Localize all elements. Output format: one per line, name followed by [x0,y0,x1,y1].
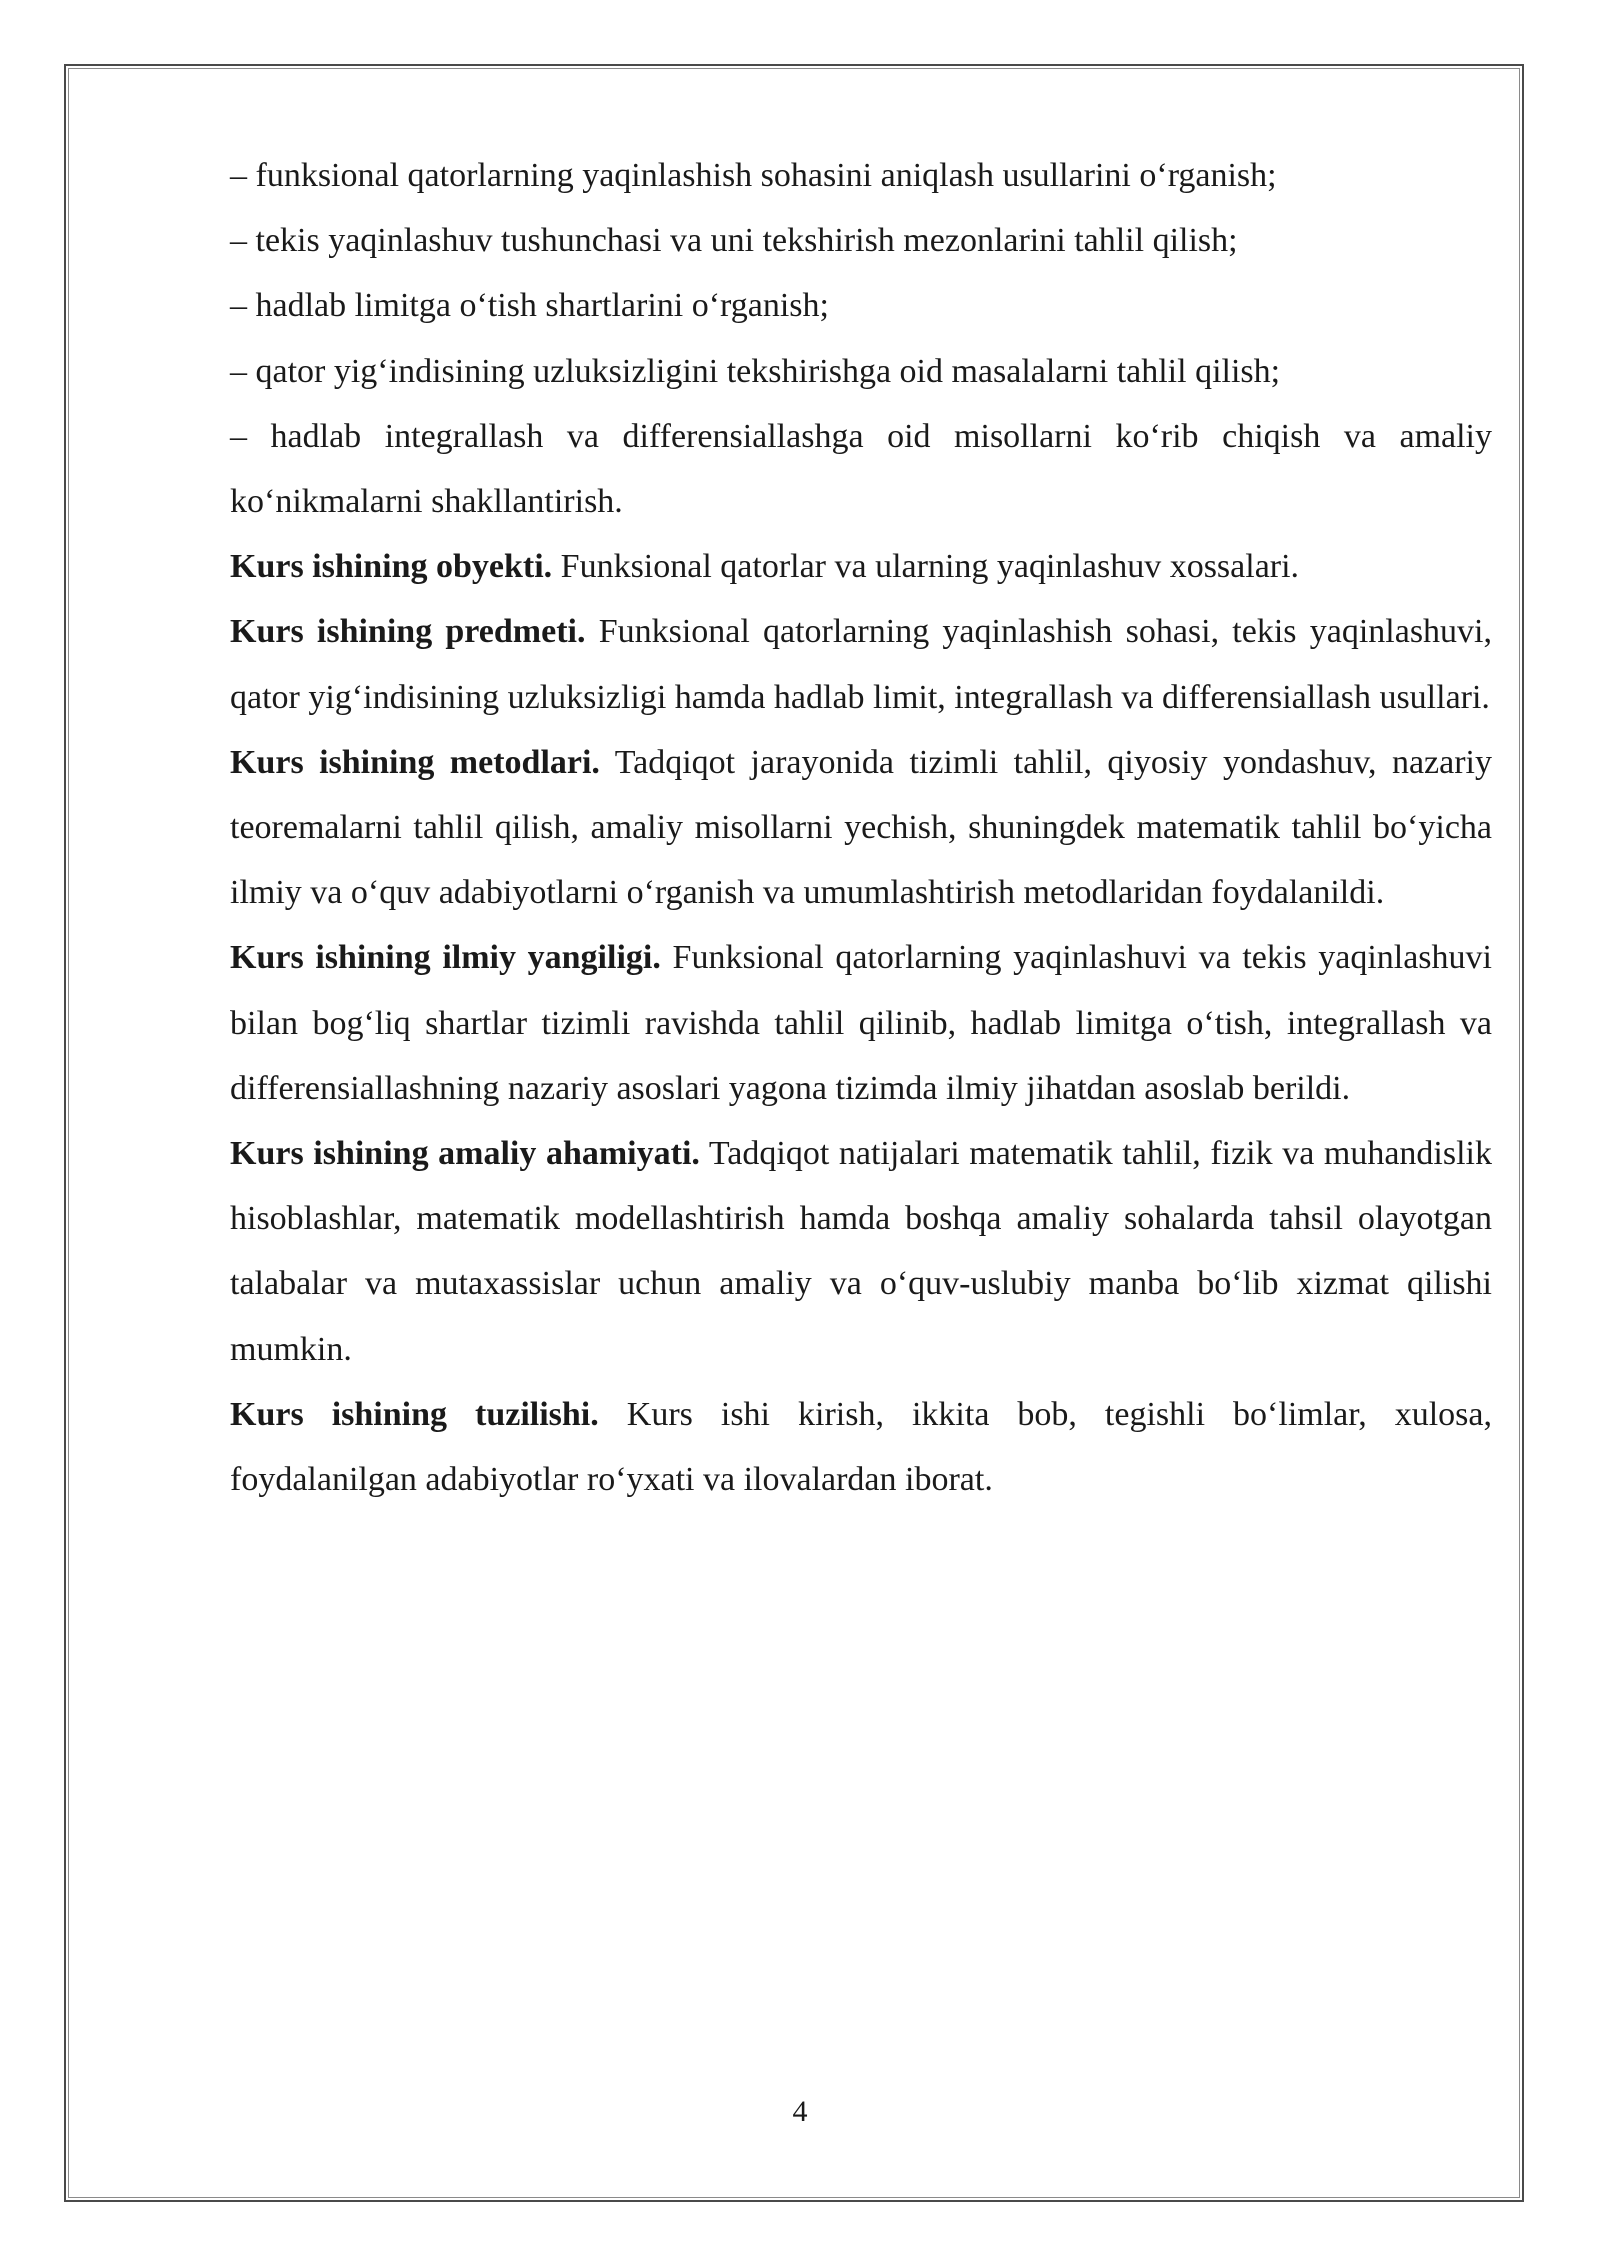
section-subject [230,599,1492,729]
section-heading: Kurs ishining metodlari. [230,743,600,781]
document-body [230,143,1492,1512]
list-item: – qator yig‘indisining uzluksizligini tekshirishga oid masalalarni tahlil qilish; [230,352,1281,390]
section-structure [230,1382,1492,1512]
section-object [230,534,1492,599]
section-text: Funksional qatorlar va ularning yaqinlashuv xossalari. [560,548,1300,586]
section-novelty [230,925,1492,1121]
section-heading: Kurs ishining obyekti. [230,548,553,586]
list-item: – hadlab integrallash va differensiallashga oid misollarni ko‘rib chiqish va amaliy ko‘nikmalarni shakllantirish. [230,417,1492,521]
section-heading: Kurs ishining predmeti. [230,613,586,651]
page-number: 4 [792,2095,808,2128]
list-item: – funksional qatorlarning yaqinlashish sohasini aniqlash usullarini o‘rganish; [230,157,1277,194]
section-methods [230,730,1492,926]
section-practical-significance [230,1121,1492,1382]
section-text: Tadqiqot jarayonida tizimli tahlil, qiyosiy yondashuv, nazariy teoremalarni tahlil qilish, amaliy misollarni yechish, shuningdek matematik tahlil bo‘yicha ilmiy va o‘quv adabiyotlarni o‘rganish va umumlashtirish metodlaridan foydalanildi. [230,743,1493,912]
section-heading: Kurs ishining amaliy ahamiyati. [230,1135,700,1173]
section-heading: Kurs ishining ilmiy yangiligi. [230,939,661,977]
section-text: Tadqiqot natijalari matematik tahlil, fizik va muhandislik hisoblashlar, matematik modellashtirish hamda boshqa amaliy sohalarda tahsil olayotgan talabalar va mutaxassislar uchun amaliy va o‘quv-uslubiy manba bo‘lib xizmat qilishi mumkin. [230,1135,1493,1368]
section-heading: Kurs ishining tuzilishi. [230,1395,599,1433]
section-text: Funksional qatorlarning yaqinlashish sohasi, tekis yaqinlashuvi, qator yig‘indisining uzluksizligi hamda hadlab limit, integrallash va differensiallash usullari. [230,613,1492,716]
section-text: Kurs ishi kirish, ikkita bob, tegishli bo‘limlar, xulosa, foydalanilgan adabiyotlar ro‘yxati va ilovalardan iborat. [230,1395,1492,1499]
list-item: – tekis yaqinlashuv tushunchasi va uni tekshirish mezonlarini tahlil qilish; [230,222,1238,260]
list-item: – hadlab limitga o‘tish shartlarini o‘rganish; [230,287,829,325]
section-text: Funksional qatorlarning yaqinlashuvi va tekis yaqinlashuvi bilan bog‘liq shartlar tizimli ravishda tahlil qilinib, hadlab limitga o‘tish, integrallash va differensiallashning nazariy asoslari yagona tizimda ilmiy jihatdan asoslab berildi. [230,939,1492,1107]
